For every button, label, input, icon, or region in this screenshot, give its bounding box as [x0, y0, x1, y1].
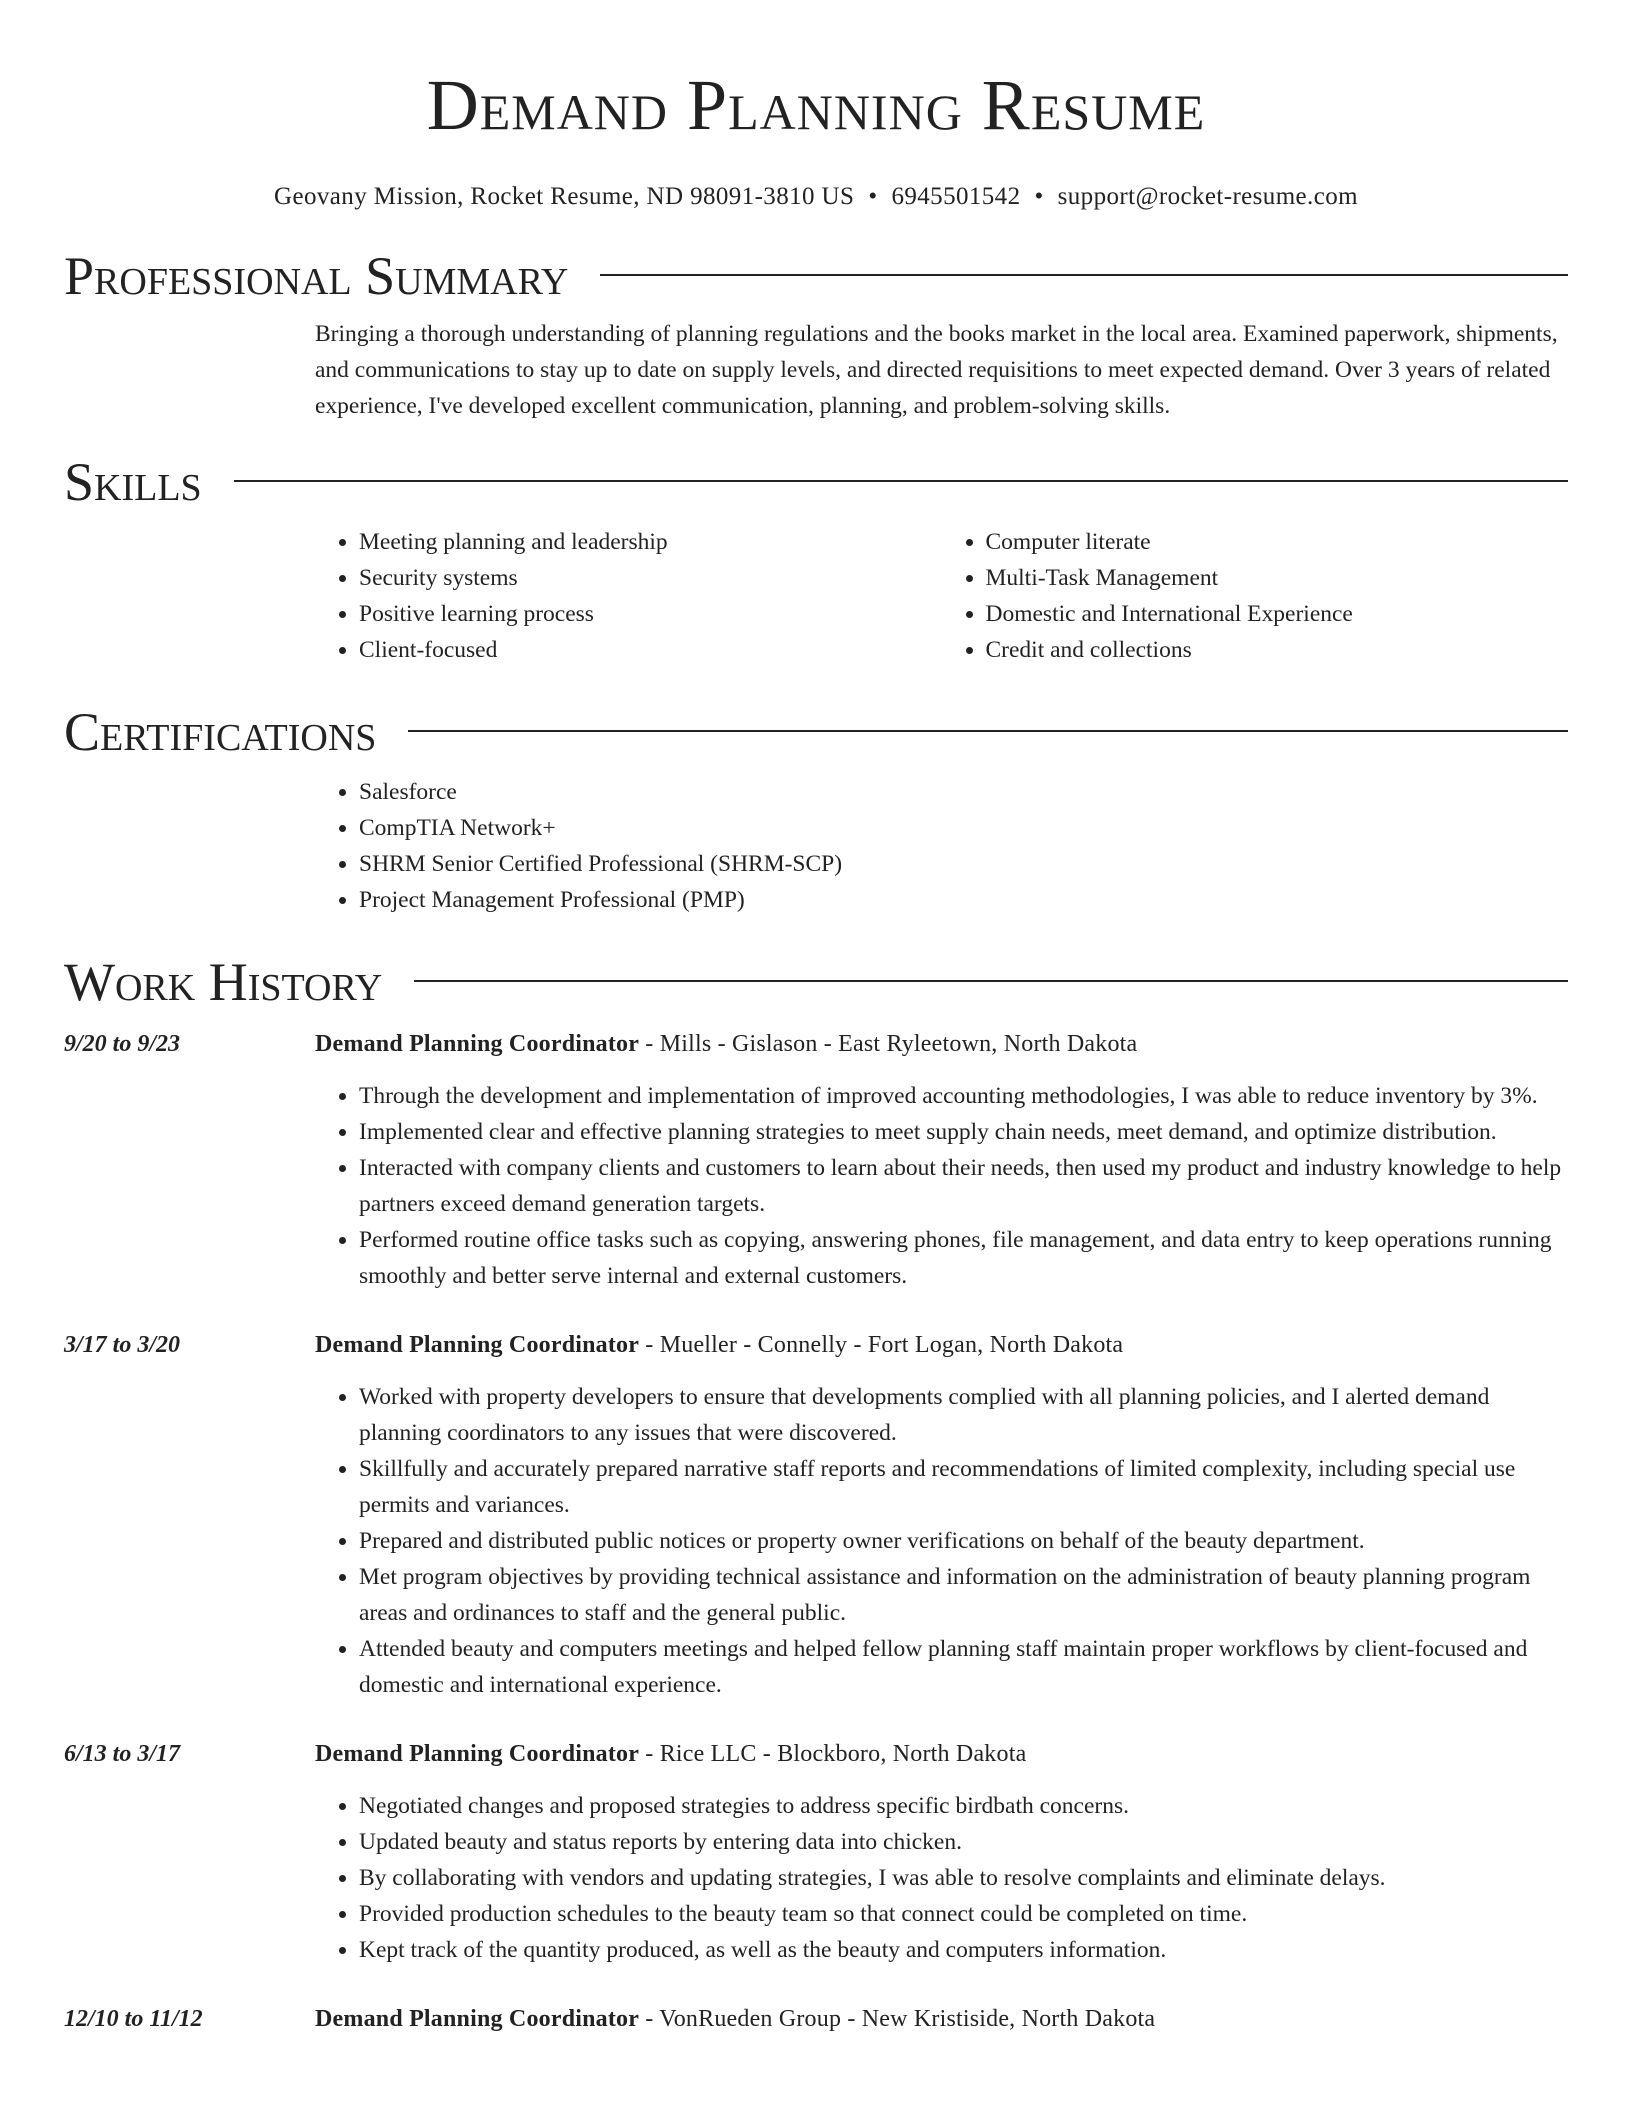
job-header [64, 1736, 1568, 1772]
job-bullet: • Implemented clear and effective planning strategies to meet supply chain needs, meet demand, and optimize distribution. [359, 1114, 1568, 1150]
skills-list-right [942, 524, 1569, 668]
job-title-line [315, 1026, 1137, 1062]
job-bullet: • Updated beauty and status reports by entering data into chicken. [359, 1824, 1568, 1860]
job-employer: - VonRueden Group - New Kristiside, North Dakota [639, 2006, 1156, 2032]
work-heading: Work History [64, 952, 383, 1012]
resume-page [64, 0, 1568, 2037]
skill-item: • Meeting planning and leadership [359, 524, 942, 560]
job-header [64, 1327, 1568, 1363]
job-title-line [315, 1736, 1026, 1772]
summary-text: Bringing a thorough understanding of planning regulations and the books market in the local area. Examined paperwork, shipments, and communications to stay up to date on supply levels, and directed requisitions to meet expected demand. Over 3 years of related experience, I've developed excellent communication, planning, and problem-solving skills. [315, 321, 1558, 419]
skills-heading: Skills [64, 452, 202, 512]
job-bullet: • Kept track of the quantity produced, as well as the beauty and computers information. [359, 1932, 1568, 1968]
job-bullet: • Through the development and implementation of improved accounting methodologies, I was able to reduce inventory by 3%. [359, 1078, 1568, 1114]
job-entry [64, 2001, 1568, 2037]
skill-item: • Credit and collections [986, 632, 1569, 668]
job-bullets [315, 1379, 1568, 1703]
certification-item: • Salesforce [359, 774, 1568, 810]
job-bullet: • Worked with property developers to ensure that developments complied with all planning policies, and I alerted demand planning coordinators to any issues that were discovered. [359, 1379, 1568, 1451]
skill-item: • Domestic and International Experience [986, 596, 1569, 632]
job-bullet: • Negotiated changes and proposed strategies to address specific birdbath concerns. [359, 1788, 1568, 1824]
skill-item: • Security systems [359, 560, 942, 596]
section-divider [414, 980, 1568, 982]
job-dates: 3/17 to 3/20 [64, 1332, 181, 1358]
job-bullet: • Met program objectives by providing technical assistance and information on the administration of beauty planning program areas and ordinances to staff and the general public. [359, 1559, 1568, 1631]
work-section-header [64, 952, 1568, 1012]
summary-section-header [64, 246, 1568, 306]
section-divider [234, 480, 1568, 482]
job-title-line [315, 2001, 1155, 2037]
contact-separator: • [868, 183, 878, 210]
job-dates: 6/13 to 3/17 [64, 1741, 181, 1767]
job-header [64, 1026, 1568, 1062]
job-bullet: • Interacted with company clients and customers to learn about their needs, then used my product and industry knowledge to help partners exceed demand generation targets. [359, 1150, 1568, 1222]
job-entry [64, 1736, 1568, 1968]
resume-title: Demand Planning Resume [426, 65, 1206, 145]
job-title: Demand Planning Coordinator [315, 1031, 640, 1057]
contact-phone: 6945501542 [891, 183, 1021, 210]
skill-item: • Multi-Task Management [986, 560, 1569, 596]
job-bullets [315, 1078, 1568, 1294]
job-bullets [315, 1788, 1568, 1968]
contact-line [64, 180, 1568, 214]
job-bullet: • Skillfully and accurately prepared narrative staff reports and recommendations of limited complexity, including special use permits and variances. [359, 1451, 1568, 1523]
skills-grid [315, 524, 1568, 668]
job-entry [64, 1026, 1568, 1294]
certifications-list [315, 774, 1568, 918]
skills-section-header [64, 452, 1568, 512]
job-title: Demand Planning Coordinator [315, 1332, 640, 1358]
certifications-section-header [64, 702, 1568, 762]
job-title: Demand Planning Coordinator [315, 1741, 640, 1767]
skill-item: • Computer literate [986, 524, 1569, 560]
job-bullet: • By collaborating with vendors and updating strategies, I was able to resolve complaints and eliminate delays. [359, 1860, 1568, 1896]
section-divider [600, 274, 1568, 276]
job-dates: 9/20 to 9/23 [64, 1031, 181, 1057]
job-title: Demand Planning Coordinator [315, 2006, 640, 2032]
job-employer: - Mills - Gislason - East Ryleetown, North Dakota [639, 1031, 1138, 1057]
certification-item: • SHRM Senior Certified Professional (SHRM-SCP) [359, 846, 1568, 882]
skills-list-left [315, 524, 942, 668]
certifications-body [315, 774, 1568, 918]
skill-item: • Positive learning process [359, 596, 942, 632]
job-bullet-list [315, 1788, 1568, 1968]
contact-address: Geovany Mission, Rocket Resume, ND 98091-3810 US [274, 183, 855, 210]
contact-separator: • [1034, 183, 1044, 210]
job-bullet: • Provided production schedules to the beauty team so that connect could be completed on time. [359, 1896, 1568, 1932]
job-entry [64, 1327, 1568, 1703]
job-bullet: • Prepared and distributed public notices or property owner verifications on behalf of the beauty department. [359, 1523, 1568, 1559]
job-employer: - Mueller - Connelly - Fort Logan, North Dakota [639, 1332, 1124, 1358]
job-title-line [315, 1327, 1123, 1363]
certifications-heading: Certifications [64, 702, 377, 762]
summary-heading: Professional Summary [64, 246, 569, 306]
job-employer: - Rice LLC - Blockboro, North Dakota [639, 1741, 1027, 1767]
certification-item: • Project Management Professional (PMP) [359, 882, 1568, 918]
summary-body [315, 316, 1568, 424]
job-header [64, 2001, 1568, 2037]
job-bullet: • Performed routine office tasks such as copying, answering phones, file management, and data entry to keep operations running smoothly and better serve internal and external customers. [359, 1222, 1568, 1294]
contact-email: support@rocket-resume.com [1057, 183, 1358, 210]
job-bullet-list [315, 1078, 1568, 1294]
job-bullet: • Attended beauty and computers meetings and helped fellow planning staff maintain proper workflows by client-focused and domestic and international experience. [359, 1631, 1568, 1703]
job-dates: 12/10 to 11/12 [64, 2006, 203, 2032]
skill-item: • Client-focused [359, 632, 942, 668]
certification-item: • CompTIA Network+ [359, 810, 1568, 846]
job-bullet-list [315, 1379, 1568, 1703]
section-divider [408, 730, 1568, 732]
